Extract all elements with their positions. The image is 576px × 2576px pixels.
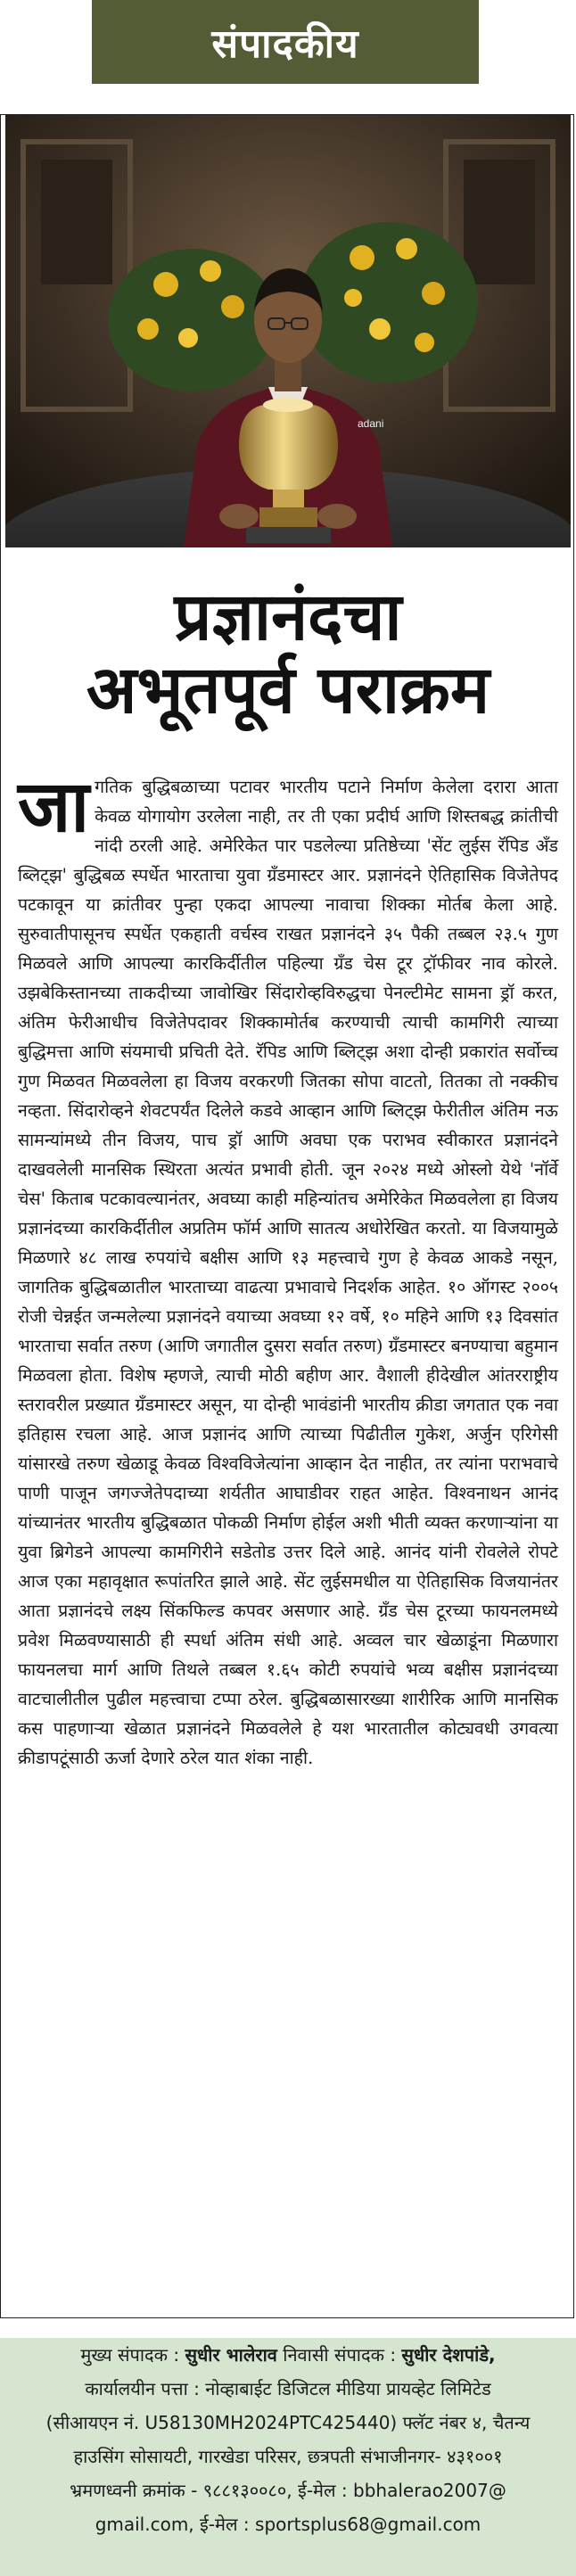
headline-line-1: प्रज्ञानंदचा (174, 579, 402, 655)
article-body (18, 764, 558, 1773)
jacket-logo: adani (358, 417, 384, 430)
chief-editor-label: मुख्य संपादक : (80, 2344, 180, 2366)
headline-line-2: अभूतपूर्व पराक्रम (86, 652, 490, 728)
contact-phone-line: भ्रमणध्वनी क्रमांक - ९८८१३००८०, ई-मेल : bbhalerao2007@ (70, 2480, 506, 2501)
resident-editor-name: सुधीर देशपांडे, (401, 2344, 496, 2366)
section-title: संपादकीय (211, 21, 359, 67)
resident-editor-label: निवासी संपादक : (283, 2344, 397, 2366)
article-dropcap: जा (18, 764, 90, 848)
article-text: गतिक बुद्धिबळाच्या पटावर भारतीय पटाने निर्माण केलेला दरारा आता केवळ योगायोग उरलेला नाही, तर ती एका प्रदीर्घ आणि शिस्तबद्ध क्रांतीची नांदी ठरली आहे. अमेरिकेत पार पडलेल्या प्रतिष्ठेच्या 'सेंट लुईस रॅपिड अँड ब्लिट्झ' बुद्धिबळ स्पर्धेत भारताचा युवा ग्रँडमास्टर आर. प्रज्ञानंदने ऐतिहासिक विजेतेपद पटकावून या क्रांतीवर पुन्हा एकदा आपल्या नावाचा शिक्का मोर्तब केला आहे. सुरुवातीपासूनच स्पर्धेत एकहाती वर्चस्व राखत प्रज्ञानंदने ३५ पैकी तब्बल २३.५ गुण मिळवले आणि आपल्या कारकिर्दीतील पहिल्या ग्रँड चेस टूर ट्रॉफीवर नाव कोरले. उझबेकिस्तानच्या ताकदीच्या जावोखिर सिंदारोव्हविरुद्धचा पेनल्टीमेट सामना ड्रॉ करत, अंतिम फेरीआधीच विजेतेपदावर शिक्कामोर्तब करण्याची त्याची कामगिरी त्याच्या बुद्धिमत्ता आणि संयमाची प्रचिती देते. रॅपिड आणि ब्लिट्झ अशा दोन्ही प्रकारांत सर्वोच्च गुण मिळवत मिळवलेला हा विजय वरकरणी जितका सोपा वाटतो, तितका तो नक्कीच नव्हता. सिंदारोव्हने शेवटपर्यंत दिलेले कडवे आव्हान आणि ब्लिट्झ फेरीतील अंतिम नऊ सामन्यांमध्ये तीन विजय, पाच ड्रॉ आणि अवघा एक पराभव स्वीकारत प्रज्ञानंदने दाखवलेली मानसिक स्थिरता अत्यंत प्रभावी होती. जून २०२४ मध्ये ओस्लो येथे 'नॉर्वे चेस' किताब पटकावल्यानंतर, अवघ्या काही महिन्यांतच अमेरिकेत मिळवलेला हा विजय प्रज्ञानंदच्या कारकिर्दीतील अप्रतिम फॉर्म आणि सातत्य अधोरेखित करतो. या विजयामुळे मिळणारे ४८ लाख रुपयांचे बक्षीस आणि १३ महत्त्वाचे गुण हे केवळ आकडे नसून, जागतिक बुद्धिबळातील भारताच्या वाढत्या प्रभावाचे निदर्शक आहेत. १० ऑगस्ट २००५ रोजी चेन्नईत जन्मलेल्या प्रज्ञानंदने वयाच्या अवघ्या १२ वर्षे, १० महिने आणि १३ दिवसांत भारताचा सर्वात तरुण (आणि जगातील दुसरा सर्वात तरुण) ग्रँडमास्टर बनण्याचा बहुमान मिळवला होता. विशेष म्हणजे, त्याची मोठी बहीण आर. वैशाली हीदेखील आंतरराष्ट्रीय स्तरावरील प्रख्यात ग्रँडमास्टर असून, या दोन्ही भावंडांनी भारतीय क्रीडा जगतात एक नवा इतिहास रचला आहे. आज प्रज्ञानंद आणि त्याच्या पिढीतील गुकेश, अर्जुन एरिगेसी यांसारखे तरुण खेळाडू केवळ विश्वविजेत्यांना आव्हान देत नाहीत, तर त्यांना पराभवाचे पाणी पाजून जगज्जेतेपदाच्या शर्यतीत आघाडीवर राहत आहेत. विश्वनाथन आनंद यांच्यानंतर भारतीय बुद्धिबळात पोकळी निर्माण होईल अशी भीती व्यक्त करणाऱ्यांना या युवा ब्रिगेडने आपल्या कामगिरीने सडेतोड उत्तर दिले आहे. आनंद यांनी रोवलेले रोपटे आज एका महावृक्षात रूपांतरित झाले आहे. सेंट लुईसमधील या ऐतिहासिक विजयानंतर आता प्रज्ञानंदचे लक्ष्य सिंकफिल्ड कपवर असणार आहे. ग्रँड चेस टूरच्या फायनलमध्ये प्रवेश मिळवण्यासाठी ही स्पर्धा अंतिम संधी आहे. अव्वल चार खेळाडूंना मिळणारा फायनलचा मार्ग आणि तिथले तब्बल १.६५ कोटी रुपयांचे भव्य बक्षीस प्रज्ञानंदच्या वाटचालीतील पुढील महत्त्वाचा टप्पा ठरेल. बुद्धिबळासारख्या शारीरिक आणि मानसिक कस पाहणाऱ्या खेळात प्रज्ञानंदने मिळवलेले हे यश भारतातील कोट्यवधी उगवत्या क्रीडापटूंसाठी ऊर्जा देणारे ठरेल यात शंका नाही. (18, 777, 558, 1768)
flower-arrangement-left (108, 249, 277, 391)
chief-editor-name: सुधीर भालेराव (185, 2344, 277, 2366)
flower-arrangement-right (300, 222, 478, 383)
editors-line (0, 2338, 576, 2372)
contact-email-line: gmail.com, ई-मेल : sportsplus68@gmail.com (95, 2514, 481, 2535)
editorial-footer (0, 2338, 576, 2576)
office-address-line-2: (सीआयएन नं. U58130MH2024PTC425440) फ्लॅट नंबर ४, चैतन्य (45, 2412, 531, 2433)
office-address-line-1: कार्यालयीन पत्ता : नोव्हाबाईट डिजिटल मीडिया प्रायव्हेट लिमिटेड (85, 2378, 491, 2399)
office-address-line-3: हाउसिंग सोसायटी, गारखेडा परिसर, छत्रपती संभाजीनगर- ४३१००१ (73, 2446, 503, 2467)
photo-illustration (5, 115, 571, 547)
article-photo (5, 115, 571, 547)
section-title-banner (92, 0, 479, 84)
